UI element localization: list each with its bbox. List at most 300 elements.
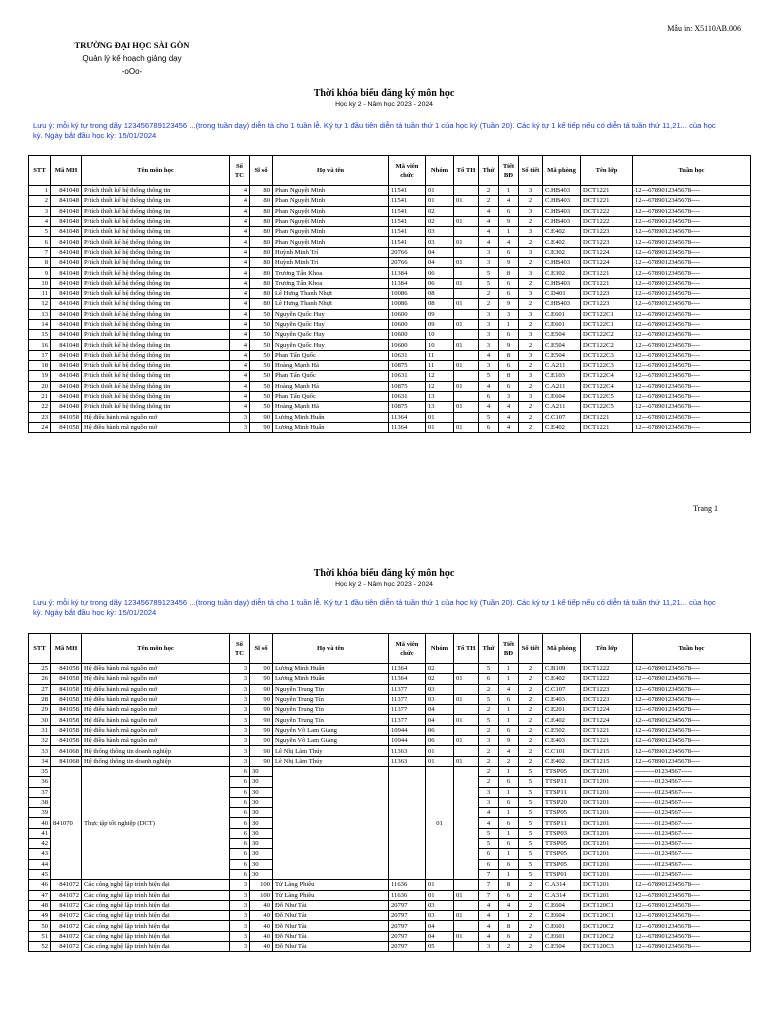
- table-cell: DCT1224: [581, 715, 633, 725]
- table-cell: 3: [230, 725, 250, 735]
- table-row: [29, 942, 751, 952]
- table-cell: 03: [426, 911, 454, 921]
- table-cell: C.E402: [543, 756, 581, 766]
- table-cell: C.E403: [543, 736, 581, 746]
- table-cell: 34: [29, 756, 51, 766]
- table-cell: C.D401: [543, 288, 581, 298]
- table-row: [29, 746, 751, 756]
- table-cell: 41: [29, 828, 51, 838]
- table-cell: 9: [499, 258, 519, 268]
- table-cell: 4: [230, 350, 250, 360]
- table-cell: 4: [230, 186, 250, 196]
- table-cell: C.HB403: [543, 216, 581, 226]
- table-cell: 80: [250, 206, 273, 216]
- table-cell: 841048: [51, 288, 82, 298]
- table-cell: [454, 725, 479, 735]
- table-cell: 8: [499, 268, 519, 278]
- table-cell: TTSP11: [543, 787, 581, 797]
- table-cell: 1: [499, 674, 519, 684]
- table-cell: 6: [479, 859, 499, 869]
- table-cell: 6: [499, 206, 519, 216]
- table-row: [29, 705, 751, 715]
- table-cell: 2: [519, 942, 543, 952]
- table-cell: 4: [230, 330, 250, 340]
- table-cell: DCT120C3: [581, 942, 633, 952]
- table-cell: 3: [519, 186, 543, 196]
- table-cell: C.E402: [543, 674, 581, 684]
- table-cell: DCT122C3: [581, 361, 633, 371]
- table-row: [29, 309, 751, 319]
- table-cell: DCT122C2: [581, 340, 633, 350]
- column-header: Tuần học: [633, 634, 751, 664]
- table-cell: 6: [499, 330, 519, 340]
- table-cell: 11377: [389, 715, 426, 725]
- table-cell: 4: [479, 350, 499, 360]
- table-cell: 2: [499, 942, 519, 952]
- table-cell: P/tích thiết kế hệ thống thông tin: [82, 258, 230, 268]
- table-cell: DCT1224: [581, 705, 633, 715]
- table-cell: 22: [29, 402, 51, 412]
- table-cell: 2: [519, 412, 543, 422]
- table-cell: 841058: [51, 715, 82, 725]
- table-cell: Các công nghệ lập trình hiện đại: [82, 911, 230, 921]
- table-cell: Huỳnh Minh Trí: [273, 247, 389, 257]
- table-cell: 30: [29, 715, 51, 725]
- table-cell: 10600: [389, 340, 426, 350]
- table-cell: 12---6789012345678----: [633, 371, 751, 381]
- table-cell: 11377: [389, 694, 426, 704]
- table-cell: P/tích thiết kế hệ thống thông tin: [82, 299, 230, 309]
- table-cell: DCT122C1: [581, 309, 633, 319]
- table-cell: 90: [250, 412, 273, 422]
- schedule-table: [28, 155, 751, 433]
- table-cell: Hoàng Mạnh Hà: [273, 402, 389, 412]
- table-cell: 11: [29, 288, 51, 298]
- table-cell: Hệ điều hành mã nguồn mở: [82, 715, 230, 725]
- table-cell: 5: [519, 849, 543, 859]
- table-cell: DCT1201: [581, 766, 633, 776]
- column-header: Tổ TH: [454, 634, 479, 664]
- table-cell: 30: [250, 849, 273, 859]
- table-cell: TTSP05: [543, 859, 581, 869]
- table-row: [29, 900, 751, 910]
- table-cell: Phan Nguyệt Minh: [273, 186, 389, 196]
- table-row: [29, 684, 751, 694]
- table-cell: 5: [479, 412, 499, 422]
- table-row: [29, 736, 751, 746]
- table-cell: 2: [479, 684, 499, 694]
- table-cell: 6: [230, 787, 250, 797]
- table-cell: 80: [250, 278, 273, 288]
- table-cell: 32: [29, 736, 51, 746]
- table-cell: 4: [230, 278, 250, 288]
- table-cell: 3: [519, 247, 543, 257]
- table-cell: 30: [250, 828, 273, 838]
- table-cell: [454, 186, 479, 196]
- table-row: [29, 880, 751, 890]
- table-cell: P/tích thiết kế hệ thống thông tin: [82, 206, 230, 216]
- table-cell: Hệ điều hành mã nguồn mở: [82, 412, 230, 422]
- table-cell: 12---6789012345678----: [633, 186, 751, 196]
- table-cell: 20797: [389, 921, 426, 931]
- table-cell: 4: [499, 402, 519, 412]
- table-cell: 841068: [51, 746, 82, 756]
- table-cell: DCT1201: [581, 880, 633, 890]
- table-cell: 90: [250, 422, 273, 432]
- table-cell: 47: [29, 890, 51, 900]
- table-cell: 06: [426, 278, 454, 288]
- table-cell: 11541: [389, 206, 426, 216]
- table-row: [29, 725, 751, 735]
- table-cell: 90: [250, 725, 273, 735]
- table-cell: C.E601: [543, 931, 581, 941]
- table-cell: 90: [250, 705, 273, 715]
- table-cell: 4: [230, 258, 250, 268]
- table-cell: DCT1201: [581, 859, 633, 869]
- table-cell: P/tích thiết kế hệ thống thông tin: [82, 247, 230, 257]
- table-cell: 5: [519, 839, 543, 849]
- table-cell: 12---6789012345678----: [633, 880, 751, 890]
- table-cell: 03: [426, 684, 454, 694]
- table-cell: 39: [29, 808, 51, 818]
- table-cell: 6: [230, 818, 250, 828]
- table-cell: ---------01234567-----: [633, 818, 751, 828]
- table-cell: DCT1222: [581, 674, 633, 684]
- column-header: Họ và tên: [273, 156, 389, 186]
- table-cell: 01: [454, 319, 479, 329]
- table-cell: 9: [499, 340, 519, 350]
- table-cell: 6: [230, 839, 250, 849]
- column-header: Tên lớp: [581, 634, 633, 664]
- table-header: [29, 634, 751, 664]
- column-header: Sĩ số: [250, 634, 273, 664]
- table-cell: 3: [499, 309, 519, 319]
- table-cell: Lê Hưng Thanh Nhựt: [273, 299, 389, 309]
- table-cell: 50: [250, 381, 273, 391]
- table-cell: 841048: [51, 186, 82, 196]
- table-cell: Các công nghệ lập trình hiện đại: [82, 880, 230, 890]
- table-cell: DCT1223: [581, 227, 633, 237]
- table-cell: 2: [519, 299, 543, 309]
- column-header: Mã viên chức: [389, 634, 426, 664]
- table-cell: DCT1201: [581, 849, 633, 859]
- table-cell: 5: [519, 808, 543, 818]
- table-cell: 38: [29, 797, 51, 807]
- column-header: Thứ: [479, 634, 499, 664]
- table-cell: C.E504: [543, 330, 581, 340]
- table-cell: 80: [250, 258, 273, 268]
- table-cell: 7: [479, 880, 499, 890]
- table-cell: 01: [426, 746, 454, 756]
- table-cell: 841048: [51, 361, 82, 371]
- table-cell: 4: [479, 206, 499, 216]
- column-header: Sĩ số: [250, 156, 273, 186]
- table-row: [29, 931, 751, 941]
- table-cell: ---------01234567-----: [633, 828, 751, 838]
- table-cell: 3: [230, 931, 250, 941]
- table-cell: 841058: [51, 725, 82, 735]
- table-cell: 841048: [51, 350, 82, 360]
- table-cell: 01: [454, 258, 479, 268]
- table-cell: Lê Nhị Lãm Thúy: [273, 756, 389, 766]
- table-cell: Thực tập tốt nghiệp (DCT): [82, 766, 230, 879]
- table-cell: 30: [250, 777, 273, 787]
- table-cell: DCT122C3: [581, 350, 633, 360]
- table-cell: 841048: [51, 309, 82, 319]
- table-cell: ---------01234567-----: [633, 787, 751, 797]
- table-cell: 12---6789012345678----: [633, 664, 751, 674]
- table-cell: 21: [29, 391, 51, 401]
- table-cell: 6: [230, 777, 250, 787]
- table-cell: 01: [426, 186, 454, 196]
- table-cell: 6: [230, 766, 250, 776]
- table-cell: 06: [426, 268, 454, 278]
- table-row: [29, 664, 751, 674]
- table-cell: Hoàng Mạnh Hà: [273, 381, 389, 391]
- table-cell: Hệ điều hành mã nguồn mở: [82, 674, 230, 684]
- table-cell: 3: [230, 890, 250, 900]
- table-cell: 841072: [51, 880, 82, 890]
- table-cell: DCT120C2: [581, 921, 633, 931]
- table-row: [29, 694, 751, 704]
- table-cell: 10600: [389, 330, 426, 340]
- table-cell: DCT1201: [581, 787, 633, 797]
- table-cell: 12---6789012345678----: [633, 890, 751, 900]
- table-cell: DCT1223: [581, 299, 633, 309]
- table-cell: 12---6789012345678----: [633, 942, 751, 952]
- table-cell: DCT120C2: [581, 931, 633, 941]
- table-cell: 12---6789012345678----: [633, 715, 751, 725]
- table-row: [29, 350, 751, 360]
- table-cell: C.E201: [543, 705, 581, 715]
- table-cell: Các công nghệ lập trình hiện đại: [82, 900, 230, 910]
- table-cell: TTSP03: [543, 828, 581, 838]
- table-cell: 3: [230, 694, 250, 704]
- table-cell: 03: [426, 900, 454, 910]
- table-cell: 1: [29, 186, 51, 196]
- table-cell: 01: [454, 931, 479, 941]
- table-row: [29, 186, 751, 196]
- table-cell: 6: [499, 361, 519, 371]
- table-cell: 2: [479, 777, 499, 787]
- table-row: [29, 921, 751, 931]
- table-cell: 40: [250, 911, 273, 921]
- table-cell: Từ Lãng Phiêu: [273, 880, 389, 890]
- table-cell: DCT1224: [581, 258, 633, 268]
- table-cell: Nguyễn Trung Tín: [273, 715, 389, 725]
- table-cell: 01: [454, 736, 479, 746]
- table-cell: 841048: [51, 319, 82, 329]
- table-cell: 01: [454, 340, 479, 350]
- table-cell: 841048: [51, 258, 82, 268]
- note: [33, 598, 753, 618]
- table-cell: 4: [230, 299, 250, 309]
- table-cell: 03: [426, 237, 454, 247]
- table-cell: Hệ điều hành mã nguồn mở: [82, 736, 230, 746]
- table-cell: Các công nghệ lập trình hiện đại: [82, 942, 230, 952]
- table-cell: C.A211: [543, 361, 581, 371]
- table-cell: Hệ thống thông tin doanh nghiệp: [82, 746, 230, 756]
- table-cell: 2: [519, 880, 543, 890]
- table-cell: 31: [29, 725, 51, 735]
- table-cell: 30: [250, 808, 273, 818]
- table-cell: Đỗ Như Tài: [273, 931, 389, 941]
- table-cell: P/tích thiết kế hệ thống thông tin: [82, 278, 230, 288]
- table-cell: 6: [29, 237, 51, 247]
- table-cell: [454, 684, 479, 694]
- table-cell: 841058: [51, 422, 82, 432]
- table-cell: 3: [479, 361, 499, 371]
- table-cell: 4: [499, 746, 519, 756]
- table-cell: 50: [250, 330, 273, 340]
- table-cell: 2: [519, 216, 543, 226]
- table-cell: 43: [29, 849, 51, 859]
- table-row: [29, 330, 751, 340]
- table-cell: DCT1201: [581, 890, 633, 900]
- table-cell: 5: [479, 828, 499, 838]
- table-cell: Hệ điều hành mã nguồn mở: [82, 725, 230, 735]
- table-cell: 10600: [389, 319, 426, 329]
- table-cell: 30: [250, 818, 273, 828]
- table-cell: Nguyễn Trung Tín: [273, 694, 389, 704]
- table-cell: Phan Nguyệt Minh: [273, 227, 389, 237]
- page-number: Trang 1: [693, 504, 718, 513]
- table-cell: 01: [454, 422, 479, 432]
- table-cell: DCT1201: [581, 797, 633, 807]
- table-cell: Nguyễn Trung Tín: [273, 684, 389, 694]
- table-cell: C.E402: [543, 237, 581, 247]
- table-cell: 6: [499, 797, 519, 807]
- table-cell: 8: [29, 258, 51, 268]
- table-cell: 6: [499, 890, 519, 900]
- table-row: [29, 196, 751, 206]
- table-cell: 3: [479, 736, 499, 746]
- table-cell: 19: [29, 371, 51, 381]
- table-cell: 10631: [389, 371, 426, 381]
- table-row: [29, 247, 751, 257]
- table-cell: 841072: [51, 911, 82, 921]
- table-cell: 3: [230, 880, 250, 890]
- table-cell: 2: [499, 756, 519, 766]
- table-cell: 01: [426, 756, 454, 766]
- table-cell: 12: [426, 381, 454, 391]
- table-cell: 5: [519, 859, 543, 869]
- form-code: Mẫu in: X5110AB.006: [667, 24, 741, 33]
- table-cell: 20797: [389, 931, 426, 941]
- table-cell: DCT1221: [581, 412, 633, 422]
- table-cell: 01: [454, 237, 479, 247]
- table-cell: 03: [426, 694, 454, 704]
- table-cell: 2: [479, 186, 499, 196]
- table-cell: 841048: [51, 278, 82, 288]
- table-cell: 40: [29, 818, 51, 828]
- table-cell: DCT122C5: [581, 391, 633, 401]
- table-cell: 28: [29, 694, 51, 704]
- column-header: Mã viên chức: [389, 156, 426, 186]
- table-cell: 841058: [51, 736, 82, 746]
- table-row: [29, 258, 751, 268]
- table-row: [29, 412, 751, 422]
- table-cell: 01: [454, 196, 479, 206]
- table-cell: 01: [454, 756, 479, 766]
- table-cell: 6: [499, 839, 519, 849]
- table-cell: 3: [519, 288, 543, 298]
- table-cell: C.C107: [543, 684, 581, 694]
- table-cell: C.E402: [543, 227, 581, 237]
- table-cell: 2: [519, 684, 543, 694]
- table-cell: 1: [499, 911, 519, 921]
- table-cell: 12---6789012345678----: [633, 756, 751, 766]
- table-cell: [454, 268, 479, 278]
- table-cell: 3: [519, 227, 543, 237]
- table-cell: P/tích thiết kế hệ thống thông tin: [82, 227, 230, 237]
- table-cell: 80: [250, 186, 273, 196]
- table-cell: 30: [250, 859, 273, 869]
- column-header: Mã MH: [51, 634, 82, 664]
- header-mark: -oOo-: [121, 67, 143, 76]
- table-cell: 6: [230, 869, 250, 879]
- table-cell: 10631: [389, 391, 426, 401]
- table-cell: TTSP05: [543, 839, 581, 849]
- table-cell: Lương Minh Huấn: [273, 422, 389, 432]
- table-cell: 08: [426, 288, 454, 298]
- table-cell: 1: [499, 715, 519, 725]
- table-cell: C.E103: [543, 371, 581, 381]
- table-cell: C.C101: [543, 746, 581, 756]
- table-row: [29, 422, 751, 432]
- note: [33, 121, 753, 141]
- table-cell: [454, 900, 479, 910]
- table-cell: 10600: [389, 309, 426, 319]
- column-header: Họ và tên: [273, 634, 389, 664]
- table-cell: 4: [479, 921, 499, 931]
- table-cell: 02: [426, 216, 454, 226]
- table-cell: 3: [499, 391, 519, 401]
- table-cell: 1: [499, 828, 519, 838]
- table-cell: 841058: [51, 705, 82, 715]
- table-cell: 5: [479, 278, 499, 288]
- table-cell: 2: [519, 237, 543, 247]
- table-cell: P/tích thiết kế hệ thống thông tin: [82, 186, 230, 196]
- table-cell: 12: [29, 299, 51, 309]
- table-cell: 40: [250, 921, 273, 931]
- column-header: Số tiết: [519, 634, 543, 664]
- column-header: Tên môn học: [82, 634, 230, 664]
- table-cell: 2: [519, 340, 543, 350]
- table-cell: Hệ thống thông tin doanh nghiệp: [82, 756, 230, 766]
- table-cell: 3: [230, 746, 250, 756]
- column-header: Mã phòng: [543, 156, 581, 186]
- table-cell: 3: [230, 412, 250, 422]
- table-cell: TTSP20: [543, 797, 581, 807]
- table-cell: C.E402: [543, 422, 581, 432]
- table-cell: DCT1221: [581, 278, 633, 288]
- table-cell: 12---6789012345678----: [633, 247, 751, 257]
- note-line-1: Lưu ý: mỗi ký tự trong dãy 123456789123456 ...(trong tuần dạy) diễn tả cho 1 tuần lễ. Ký tự 1 đầu tiên diễn tả tuần thứ 1 của học kỳ (Tuần 20). Các ký tự 1 kế tiếp nếu có diễn tả tuần thứ 11,21... của học: [33, 598, 716, 607]
- table-cell: 12---6789012345678----: [633, 931, 751, 941]
- table-cell: 5: [519, 869, 543, 879]
- table-cell: 12---6789012345678----: [633, 402, 751, 412]
- table-cell: Đỗ Như Tài: [273, 911, 389, 921]
- table-cell: P/tích thiết kế hệ thống thông tin: [82, 340, 230, 350]
- table-cell: 841072: [51, 942, 82, 952]
- table-cell: 2: [519, 911, 543, 921]
- table-cell: 3: [479, 787, 499, 797]
- table-cell: 1: [499, 766, 519, 776]
- table-cell: 12---6789012345678----: [633, 705, 751, 715]
- table-cell: 12---6789012345678----: [633, 694, 751, 704]
- table-cell: 7: [479, 890, 499, 900]
